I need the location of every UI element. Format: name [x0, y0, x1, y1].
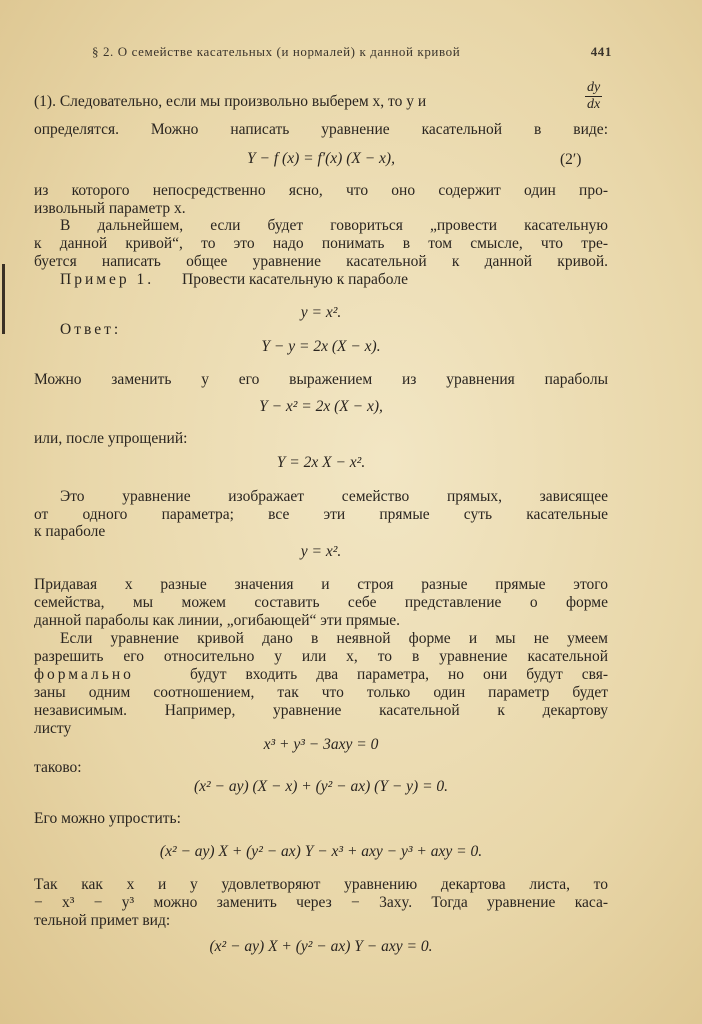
- derivative-fraction: [585, 80, 602, 113]
- emphasis-word: формально: [34, 666, 134, 683]
- text-line: извольный параметр x.: [34, 200, 186, 217]
- text-line: Если уравнение кривой дано в неявной форме и мы не умеем: [60, 630, 608, 647]
- equation-number: (2′): [560, 151, 582, 168]
- text-line: Это уравнение изображает семейство прямых, зависящее: [60, 488, 608, 505]
- page-number: 441: [590, 44, 612, 59]
- equation: x³ + y³ − 3axy = 0: [263, 736, 379, 753]
- answer-label: Ответ:: [60, 321, 122, 338]
- text-line: таково:: [34, 759, 82, 776]
- equation: (x² − ay) X + (y² − ax) Y − axy = 0.: [209, 938, 433, 955]
- text-line: или, после упрощений:: [34, 430, 188, 447]
- text-line: заны одним соотношением, так что только один параметр будет: [34, 684, 608, 701]
- text-line: тельной примет вид:: [34, 912, 171, 929]
- fraction-numerator: dy: [587, 80, 601, 95]
- text-line: семейства, мы можем составить себе представление о форме: [34, 594, 608, 611]
- equation: y = x².: [300, 543, 342, 560]
- text-line: к данной кривой“, то это надо понимать в том смысле, что тре-: [34, 235, 608, 252]
- text-line: независимым. Например, уравнение касательной к декартову: [34, 702, 608, 719]
- text-line: из которого непосредственно ясно, что оно содержит один про-: [34, 182, 608, 199]
- text-line: от одного параметра; все эти прямые суть касательные: [34, 506, 608, 523]
- example-label: Пример 1.: [60, 271, 155, 288]
- text-line: будут входить два параметра, но они будут свя-: [190, 666, 608, 683]
- text-line: (1). Следовательно, если мы произвольно выберем x, то y и: [34, 93, 427, 110]
- text-line: В дальнейшем, если будет говориться „провести касательную: [60, 217, 608, 234]
- header-title: § 2. О семействе касательных (и нормалей) к данной кривой: [92, 44, 461, 59]
- text-line: Провести касательную к параболе: [182, 271, 408, 288]
- text-line: Можно заменить y его выражением из уравнения параболы: [34, 371, 608, 388]
- text-line: буется написать общее уравнение касательной к данной кривой.: [34, 253, 608, 270]
- text-line: определятся. Можно написать уравнение касательной в виде:: [34, 121, 608, 138]
- fraction-denominator: dx: [587, 97, 601, 112]
- equation: y = x².: [300, 304, 342, 321]
- text-line: данной параболы как линии, „огибающей“ эти прямые.: [34, 612, 401, 629]
- equation: (x² − ay) X + (y² − ax) Y − x³ + axy − y³ + axy = 0.: [159, 843, 483, 860]
- text-line: − x³ − y³ можно заменить через − 3axy. Тогда уравнение каса-: [34, 894, 608, 911]
- text-line: к параболе: [34, 523, 106, 540]
- text-line: листу: [34, 720, 72, 737]
- text-line: Его можно упростить:: [34, 810, 181, 827]
- text-line: Так как x и y удовлетворяют уравнению декартова листа, то: [34, 876, 608, 893]
- equation: (x² − ay) (X − x) + (y² − ax) (Y − y) = 0.: [193, 778, 449, 795]
- text-line: разрешить его относительно y или x, то в уравнение касательной: [34, 648, 608, 665]
- margin-mark: [2, 264, 5, 334]
- text-line: Придавая x разные значения и строя разные прямые этого: [34, 576, 608, 593]
- equation: Y − f (x) = f′(x) (X − x),: [247, 150, 395, 167]
- equation: Y − y = 2x (X − x).: [261, 338, 381, 355]
- equation: Y = 2x X − x².: [276, 454, 366, 471]
- equation: Y − x² = 2x (X − x),: [259, 398, 383, 415]
